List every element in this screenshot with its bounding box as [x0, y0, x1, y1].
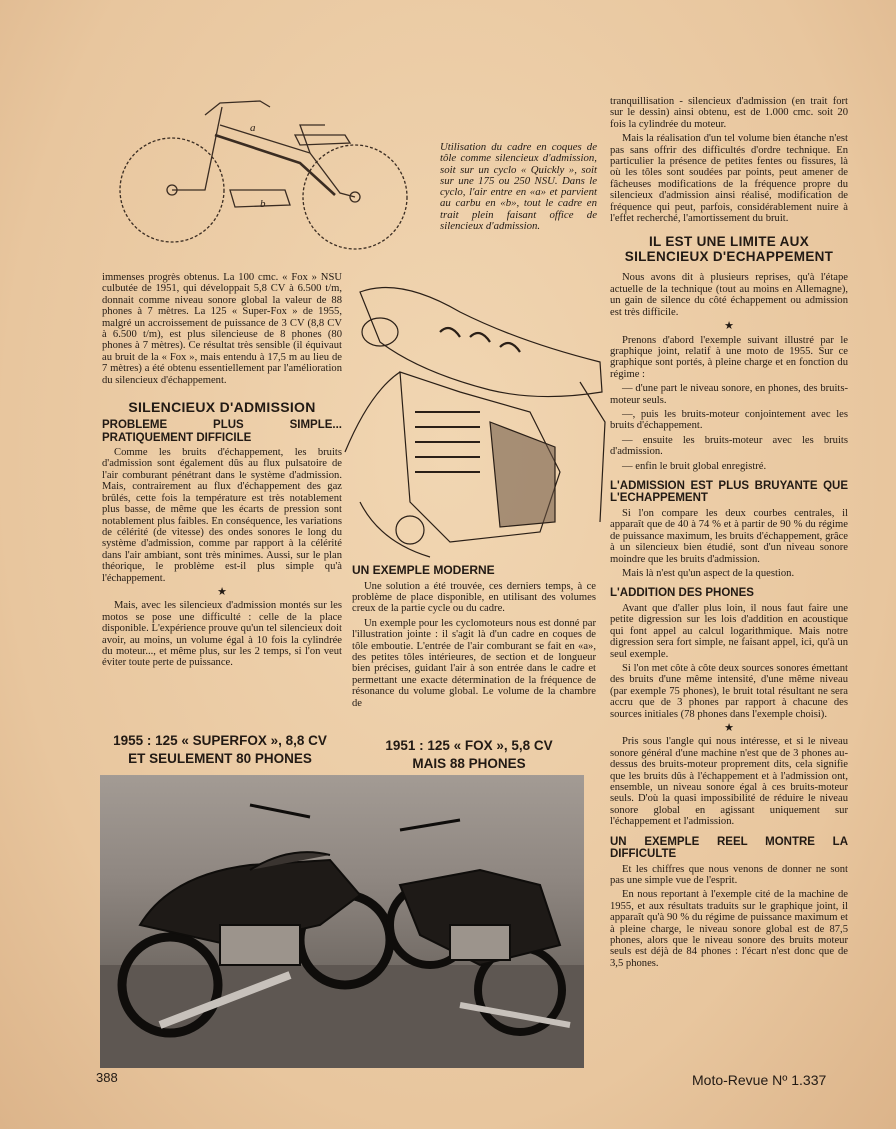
left-p2: Mais, avec les silencieux d'admission montés sur les motos se pose une difficulté : celle de la place disponible. L'expérience prouve qu'un tel silencieux doit avoir, au moins, un volume égal à 10 fois la cylindrée du moteur..., et même plus, sur les 2 temps, si l'on veut éviter toute perte de puissance. [102, 600, 342, 669]
page-number: 388 [96, 1070, 118, 1085]
photo-title-superfox-line2: ET SEULEMENT 80 PHONES [128, 751, 312, 766]
heading-silencieux-admission: SILENCIEUX D'ADMISSION [128, 399, 316, 416]
heading-exemple-moderne: UN EXEMPLE MODERNE [352, 563, 495, 577]
heading-addition-phones: L'ADDITION DES PHONES [610, 587, 754, 600]
right-p8: Pris sous l'angle qui nous intéresse, et si le niveau sonore général d'une machine n'est que de 3 phones au-dessus des bruits-moteur proprement dits, cela signifie que les bruits dûs à l'échappement et à l'admission ont, ensemble, un niveau sonore égal à ces bruits-moteur seuls. D'où la quasi impossibilité de réduire le niveau sonore global en agissant uniquement sur l'échappement et l'admission. [610, 736, 848, 828]
heading-exemple-reel: UN EXEMPLE REEL MONTRE LA DIFFICULTE [610, 835, 848, 861]
right-p0: tranquillisation - silencieux d'admission (en trait fort sur le dessin) ainsi obtenu, est de 1.000 cmc. soit 20 fois la cylindrée du moteur. [610, 96, 848, 130]
cyclo-frame-drawing [110, 95, 420, 255]
right-list-2: —, puis les bruits-moteur conjointement avec les bruits d'échappement. [610, 408, 848, 432]
motorcycles-illustration [100, 775, 584, 1068]
figure-caption: Utilisation du cadre en coques de tôle comme silencieux d'admission, soit sur un cyclo « Quickly », soit sur une 175 ou 250 NSU. Dans le cyclo, l'air entre en «a» et parvient au carbu en «b», tout le cadre en trait plein faisant office de silencieux d'admission. [440, 141, 597, 233]
left-column [102, 272, 342, 672]
mid-p1: Une solution a été trouvée, ces derniers temps, à ce problème de place disponible, en utilisant des volumes creux de la partie cycle ou du cadre. [352, 580, 596, 615]
right-p9: Et les chiffres que nous venons de donner ne sont pas une simple vue de l'esprit. [610, 863, 848, 887]
star-separator: ★ [217, 585, 227, 598]
right-p5: Mais là n'est qu'un aspect de la question. [622, 568, 795, 579]
right-p4: Si l'on compare les deux courbes centrales, il apparaît que de 40 à 74 % et à partir de 90 % du régime de puissance maximum, les bruits d'échappement, grâce à un silencieux bien étudié, sont d'un niveau sonore moindre que les bruits d'admission. [610, 507, 848, 565]
mid-p2: Un exemple pour les cyclomoteurs nous est donné par l'illustration jointe : il s'agit là d'un cadre en coques de tôle emboutie. L'entrée de l'air comburant se fait en «a», des petites tôles intérieures, de section et de longueur bien précises, guidant l'air à son entrée dans le cadre et permettant une exacte détermination de la fréquence de résonance du volume global. Le volume de la chambre de [352, 617, 596, 709]
right-list-4: — enfin le bruit global enregistré. [622, 460, 767, 472]
right-p3: Prenons d'abord l'exemple suivant illustré par le graphique joint, relatif à une moto de 1955. Sur ce graphique sont portés, à pleine charge et en fonction du régime : [610, 334, 848, 380]
label-a: a [250, 122, 256, 134]
magazine-issue: Moto-Revue Nº 1.337 [692, 1072, 827, 1088]
star-separator-1: ★ [724, 320, 734, 333]
right-p10: En nous reportant à l'exemple cité de la machine de 1955, et aux résultats traduits sur le graphique joint, il apparaît qu'à 90 % du régime de puissance maximum et à pleine charge, le niveau sonore global est de 87,5 phones, alors que le niveau sonore des bruits moteur seuls est déjà de 84 phones : l'écart n'est donc que de 3,5 phones. [610, 889, 848, 969]
right-p2: Nous avons dit à plusieurs reprises, qu'à l'étape actuelle de la technique (tout au moins en Allemagne), un gain de silence du côté échappement ou admission est très difficile. [610, 272, 848, 318]
left-intro: immenses progrès obtenus. La 100 cmc. « Fox » NSU culbutée de 1951, qui développait 5,8 CV à 6.500 t/m, donnait comme niveau sonore global la valeur de 88 phones à 7 mètres. La 125 « Super-Fox » de 1955, malgré un accroissement de puissance de 3 CV (8,8 CV à 6.500 t/m), est plus silencieuse de 8 phones (80 phones à 7 mètres). Ce résultat très sensible (il équivaut au bruit de la « Fox », mais entendu à 17,5 m au lieu de 7 mètres) a été obtenu essentiellement par l'amélioration du silencieux d'échappement. [102, 272, 342, 386]
right-list-1: — d'une part le niveau sonore, en phones, des bruits-moteur seuls. [610, 383, 848, 406]
photo-title-fox [358, 737, 580, 773]
middle-column [352, 560, 596, 712]
photo-title-fox-line2: MAIS 88 PHONES [412, 756, 526, 771]
right-list-3: — ensuite les bruits-moteur avec les bruits d'admission. [610, 434, 848, 458]
left-p1: Comme les bruits d'échappement, les bruits d'admission sont également dûs au flux pulsatoire de l'air comburant pénétrant dans le système d'admission. Mais, contrairement au flux d'échappement des gaz brûlés, cette fois la température est très notablement plus basse, de même que les écarts de pression sont notablement plus faibles. En conséquence, les variations de célérité (de vitesse) des ondes sonores le long du système d'admission, comme par rapport à la célérité dans l'air ambiant, sont très minimes. Aussi, sur le plan théorique, le problème est-il plus simple qu'à l'échappement. [102, 447, 342, 584]
heading-admission-bruyante: L'ADMISSION EST PLUS BRUYANTE QUE L'ECHAPPEMENT [610, 479, 848, 505]
label-b: b [260, 198, 266, 210]
motorcycles-photo [100, 775, 584, 1068]
right-column [610, 96, 848, 972]
right-p7: Si l'on met côte à côte deux sources sonores émettant des bruits d'une même intensité, d'une même niveau (par exemple 75 phones), le bruit total résultant ne sera accru que de 3 phones par rapport à chacune des sources initiales (78 phones dans l'exemple choisi). [610, 662, 848, 720]
photo-title-superfox [84, 732, 356, 768]
right-p1: Mais la réalisation d'un tel volume bien étanche n'est pas sans offrir des difficultés d'ordre technique. En particulier la présence de petites fentes ou fissures, là où les tôles sont soudées par points, peut amener de fâcheuses modifications de la fréquence propre du silencieux d'admission ainsi réalisé, modification de fréquence qui peut, parfois, considérablement nuire à l'effet recherché, l'amortissement du bruit. [610, 133, 848, 225]
star-separator-2: ★ [724, 721, 734, 734]
nsu-engine-cutaway-drawing [340, 272, 610, 562]
right-p6: Avant que d'aller plus loin, il nous faut faire une petite digression sur les lois d'addition en acoustique qui font appel au calcul logarithmique. Mais notre digression sera fort simple, ne faisant appel, ici, qu'à un seul exemple. [610, 602, 848, 660]
photo-title-fox-line1: 1951 : 125 « FOX », 5,8 CV [385, 738, 553, 753]
heading-limite-silencieux: IL EST UNE LIMITE AUX SILENCIEUX D'ECHAPPEMENT [624, 234, 834, 265]
photo-title-superfox-line1: 1955 : 125 « SUPERFOX », 8,8 CV [113, 733, 327, 748]
subheading-probleme: PROBLEME PLUS SIMPLE... PRATIQUEMENT DIFFICILE [102, 419, 342, 444]
